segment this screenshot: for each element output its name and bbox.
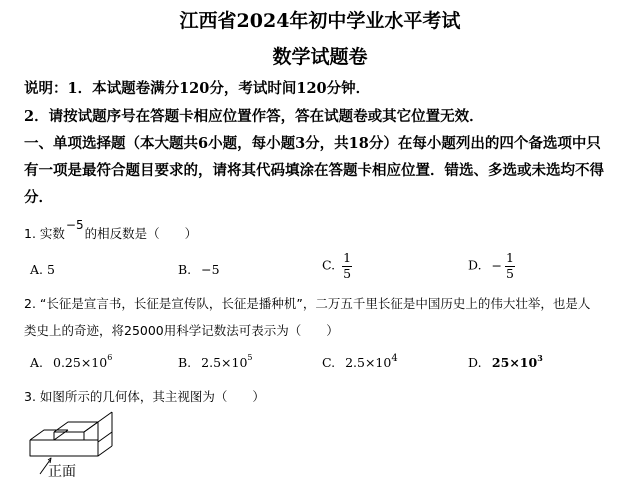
instruction-line-1: 说明：1．本试题卷满分120分，考试时间120分钟． (24, 80, 371, 97)
q1-option-c-denominator: 5 (343, 265, 352, 281)
q1-option-d-sign: − (491, 257, 503, 273)
question-2-line-1: 2. “长征是宣言书，长征是宣传队，长征是播种机”，二万五千里长征是中国历史上的伟大壮举，也是人 (24, 296, 591, 311)
q2-option-d-exponent: 3 (537, 353, 543, 363)
figure-right-bottom (98, 446, 112, 456)
q2-option-c-base: 2.5×10 (345, 355, 392, 370)
q1-option-d-fraction (505, 252, 515, 280)
q1-option-d-denominator: 5 (506, 265, 514, 281)
section-1-line-2: 有一项是最符合题目要求的，请将其代码填涂在答题卡相应位置．错选、多选或未选均不得 (24, 162, 604, 179)
q2-option-b-exponent: 5 (247, 353, 253, 362)
q1-option-c-numerator: 1 (343, 250, 352, 265)
q2-option-b (178, 355, 253, 370)
question-1-prefix: 1. 实数 (24, 226, 65, 241)
question-1-value: −5 (65, 218, 84, 232)
instruction-line-2: 2．请按试题序号在答题卡相应位置作答，答在试题卷或其它位置无效． (24, 108, 484, 125)
q1-option-c (322, 252, 352, 280)
section-1-line-3: 分． (24, 189, 53, 206)
figure-front-bottom-edge (30, 440, 98, 456)
exam-title: 江西省2024年初中学业水平考试 (179, 10, 461, 32)
q1-option-b-label: B. (178, 262, 192, 277)
q2-option-d-label: D. (468, 355, 482, 370)
q1-option-c-fraction (342, 252, 352, 280)
question-2-line-2: 类史上的奇迹，将25000用科学记数法可表示为（ ） (24, 323, 339, 338)
figure-raised-top-right (84, 422, 98, 432)
question-1 (24, 218, 198, 242)
q2-option-c (322, 355, 398, 370)
q1-option-b (178, 262, 220, 277)
q2-option-d (468, 355, 543, 370)
q1-option-c-label: C. (322, 257, 336, 273)
figure-label-front: 正面 (48, 464, 76, 480)
q2-option-b-base: 2.5×10 (201, 355, 248, 370)
q2-option-d-base: 25×10 (491, 355, 538, 370)
q2-option-a-label: A. (30, 355, 44, 370)
question-3: 3. 如图所示的几何体，其主视图为（ ） (24, 389, 265, 404)
q2-option-a (30, 355, 112, 370)
q1-option-a: A. 5 (30, 262, 55, 277)
exam-subtitle: 数学试题卷 (272, 46, 368, 68)
q2-option-a-base: 0.25×10 (53, 355, 108, 370)
figure-right-top (98, 412, 112, 422)
q1-option-d (468, 252, 515, 280)
question-1-suffix: 的相反数是（ ） (84, 226, 198, 241)
q2-option-c-exponent: 4 (391, 353, 398, 364)
q1-option-d-numerator: 1 (506, 250, 514, 265)
q2-option-a-exponent: 6 (107, 353, 113, 362)
section-1-line-1: 一、单项选择题（本大题共6小题，每小题3分，共18分）在每小题列出的四个备选项中只 (24, 135, 601, 152)
q2-option-b-label: B. (178, 355, 192, 370)
q1-option-d-label: D. (468, 257, 482, 273)
q1-option-b-value: −5 (201, 262, 220, 277)
q2-option-c-label: C. (322, 355, 336, 370)
